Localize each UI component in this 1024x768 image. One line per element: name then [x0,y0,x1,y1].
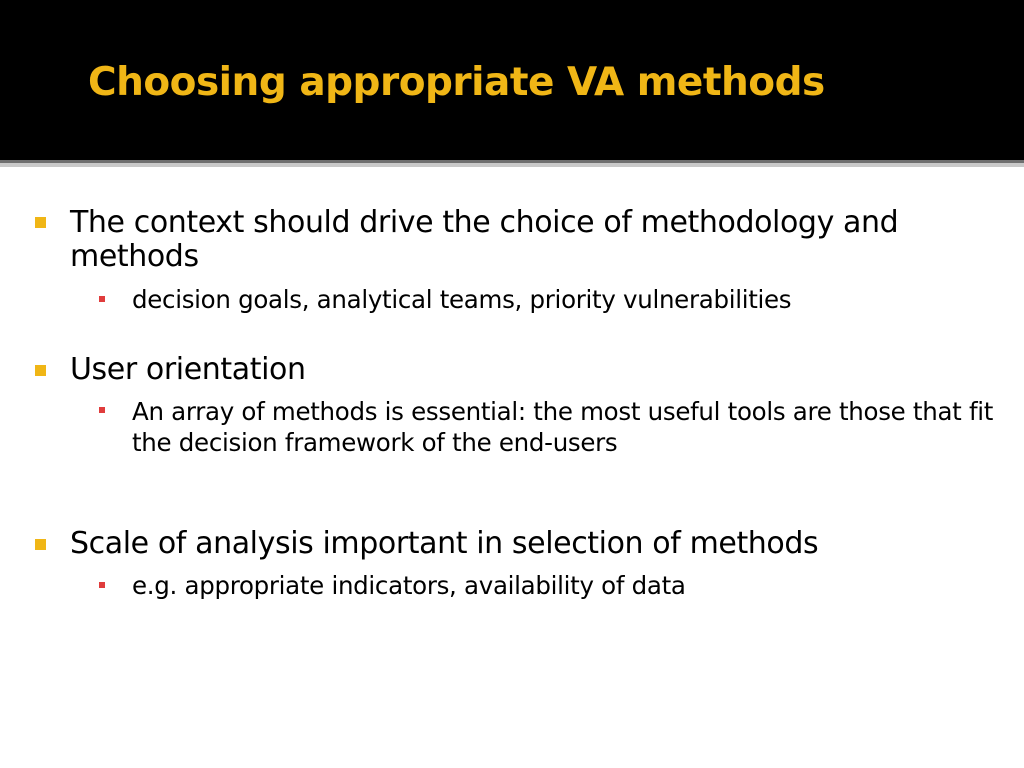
square-bullet-icon [35,217,46,228]
slide-title: Choosing appropriate VA methods [88,60,825,105]
bullet-item: User orientation [70,352,306,387]
square-subbullet-icon [99,582,105,588]
square-bullet-icon [35,365,46,376]
square-subbullet-icon [99,296,105,302]
sub-bullet-item: decision goals, analytical teams, priority vulnerabilities [132,285,792,314]
sub-bullet-item: An array of methods is essential: the most useful tools are those that fit the decision framework of the end-users [132,397,994,457]
square-subbullet-icon [99,407,105,413]
bullet-item: Scale of analysis important in selection of methods [70,526,819,561]
square-bullet-icon [35,539,46,550]
sub-bullet-item: e.g. appropriate indicators, availability of data [132,571,686,600]
bullet-item: The context should drive the choice of methodology and methods [70,205,899,274]
